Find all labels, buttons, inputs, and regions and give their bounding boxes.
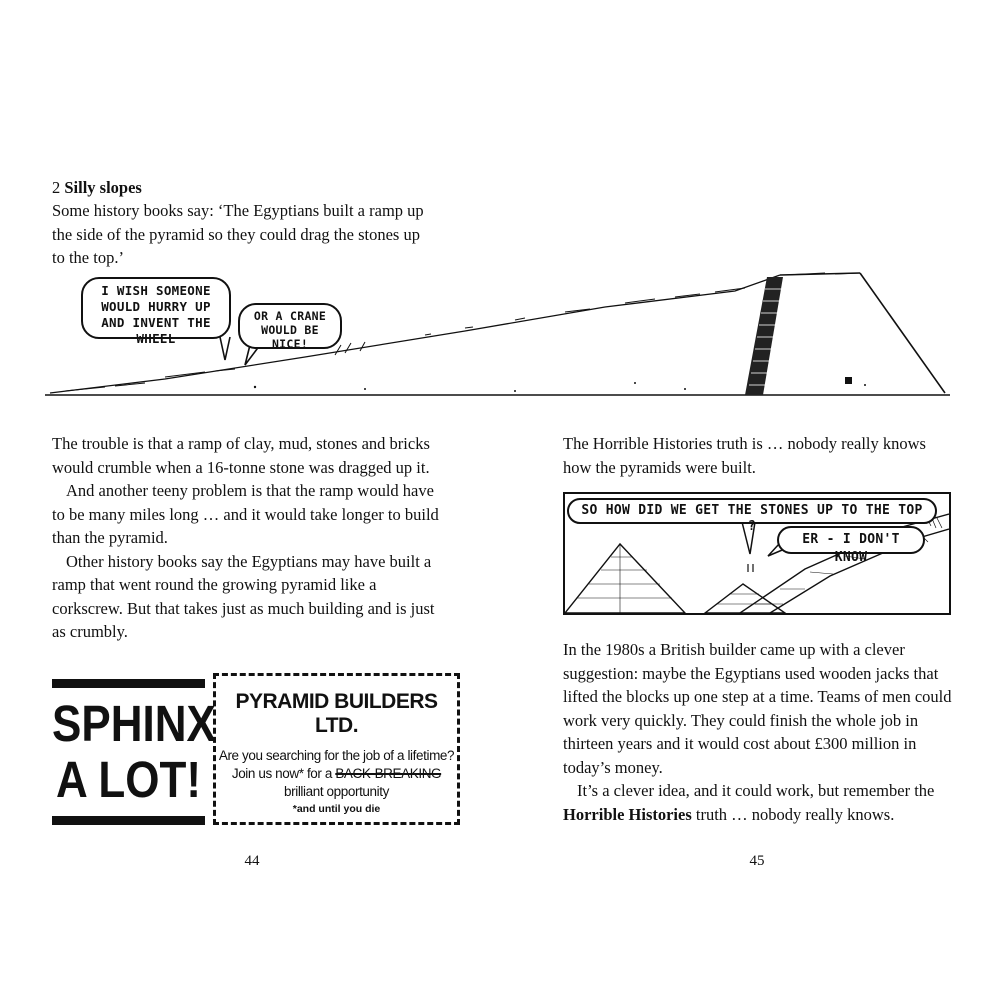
ad-line-3: brilliant opportunity — [284, 784, 389, 799]
intro-paragraph: Some history books say: ‘The Egyptians built a ramp up the side of the pyramid so they could drag the stones up to the top.’ — [52, 201, 424, 267]
left-paragraph-3: Other history books say the Egyptians may have built a ramp that went round the growing pyramid like a corkscrew. But that takes just as much building and is just as crumbly. — [52, 551, 435, 641]
right-paragraph-1: The Horrible Histories truth is … nobody really knows how the pyramids were built. — [563, 434, 926, 477]
ad-footnote: *and until you die — [292, 803, 381, 815]
ramp-cartoon — [45, 265, 950, 405]
right-paragraph-3 — [563, 779, 955, 826]
pyramid-builders-ad — [213, 673, 460, 825]
speech-bubble-question: SO HOW DID WE GET THE STONES UP TO THE TOP ? — [567, 498, 937, 524]
pyramid-cartoon-panel — [563, 492, 951, 615]
sphinx-line-2: A LOT! — [56, 752, 201, 809]
left-body-text — [52, 432, 442, 644]
right-paragraph-3-end: truth … nobody really knows. — [695, 804, 895, 824]
ad-title: PYRAMID BUILDERS LTD. — [235, 690, 438, 737]
left-paragraph-1: The trouble is that a ramp of clay, mud, stones and bricks would crumble when a 16-tonne stone was dragged up it. — [52, 434, 430, 477]
ad-line-1: Are you searching for the job of a lifetime? — [218, 748, 455, 763]
sphinx-line-1: SPHINX — [52, 696, 216, 753]
page-number-left: 44 — [244, 853, 260, 869]
heading-number: 2 — [52, 178, 61, 197]
left-paragraph-2: And another teeny problem is that the ramp would have to be many miles long … and it would take longer to build than the pyramid. — [52, 481, 439, 547]
ad-struck-word: BACK-BREAKING — [335, 766, 442, 781]
speech-bubble-answer: ER - I DON'T KNOW — [777, 526, 925, 554]
right-body-text — [563, 638, 955, 826]
sphinx-bottom-bar — [52, 816, 205, 825]
page-number-right: 45 — [749, 853, 765, 869]
horrible-histories-bold: Horrible Histories — [563, 804, 692, 824]
speech-bubble-crane: OR A CRANE WOULD BE NICE! — [238, 303, 342, 349]
heading-title: Silly slopes — [64, 178, 142, 197]
sphinx-top-bar — [52, 679, 205, 688]
ad-line-2-text: Join us now* for a — [231, 766, 332, 781]
ad-line-2 — [216, 765, 457, 783]
section-heading — [52, 176, 432, 200]
right-paragraph-2: In the 1980s a British builder came up with a clever suggestion: maybe the Egyptians used wooden jacks that lifted the blocks up one step at a time. Teams of men could work very quickly. They could finish the whole job in thirteen years and it would cost about £300 million in today’s money. — [563, 640, 952, 777]
right-paragraph-3-start: It’s a clever idea, and it could work, but remember the — [577, 781, 935, 800]
sphinx-a-lot-box — [52, 679, 216, 825]
speech-bubble-wheel: I WISH SOMEONE WOULD HURRY UP AND INVENT THE WHEEL — [81, 277, 231, 339]
